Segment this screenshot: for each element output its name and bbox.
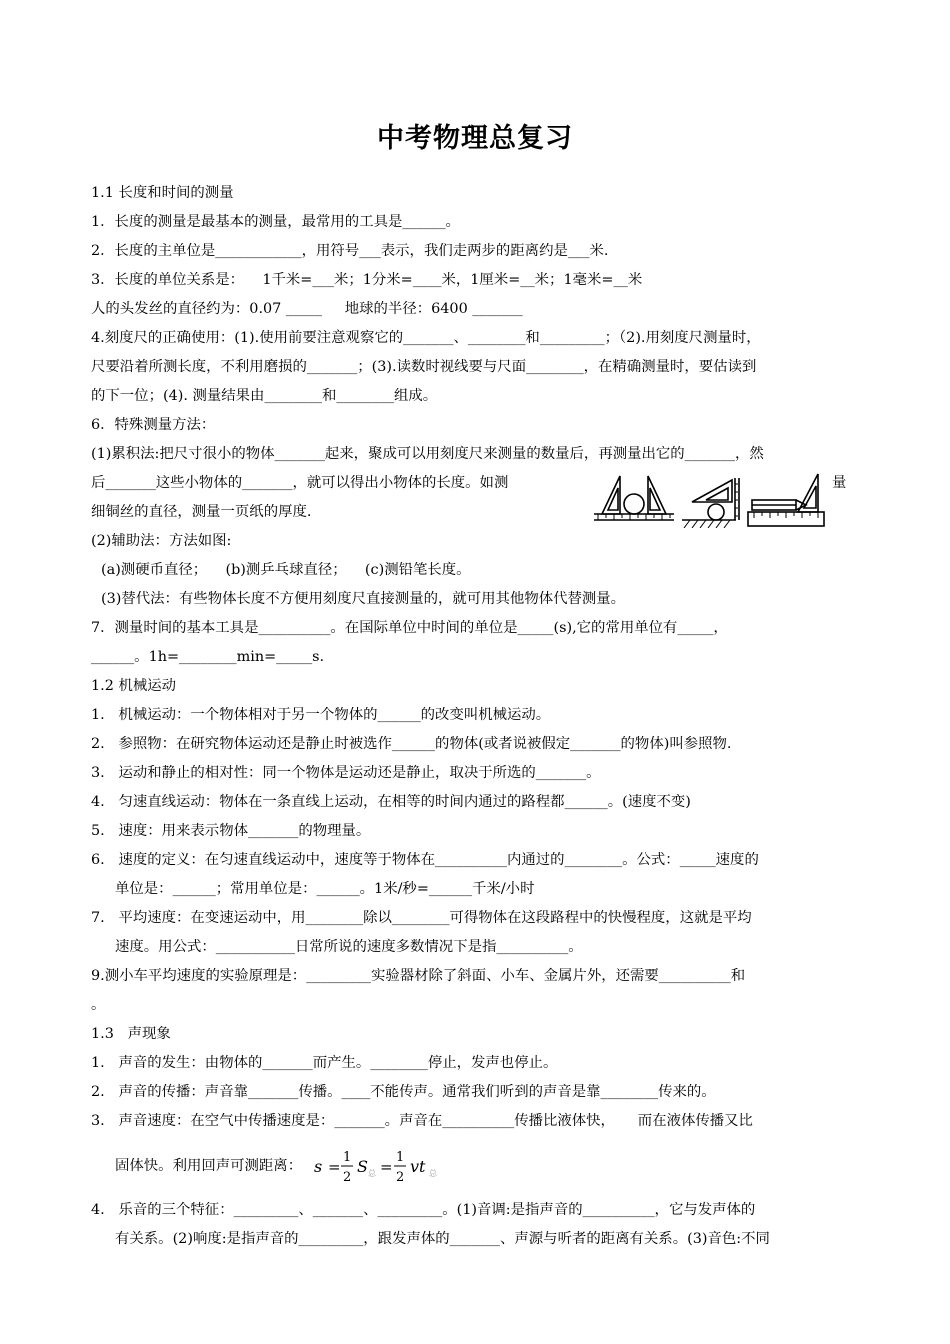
coin-ruler-diagram — [594, 476, 674, 520]
formula-sub2: 总 — [429, 1169, 437, 1178]
formula-num2: 1 — [396, 1150, 405, 1165]
formula-s: s — [314, 1157, 323, 1176]
formula-num: 1 — [343, 1150, 352, 1165]
section-heading: 1.3 声现象 — [91, 1026, 171, 1042]
text-line: 6．特殊测量方法： — [91, 417, 216, 433]
formula-den: 2 — [343, 1170, 352, 1185]
text-line: 。 — [91, 997, 106, 1013]
formula-sub: 总 — [368, 1169, 376, 1178]
section-heading: 1.1 长度和时间的测量 — [91, 185, 234, 201]
text-line: 4. 匀速直线运动：物体在一条直线上运动，在相等的时间内通过的路程都______。(速度不变) — [91, 794, 691, 810]
section-heading: 1.2 机械运动 — [91, 678, 177, 694]
echo-distance-formula — [310, 1146, 450, 1186]
text-line: 7．测量时间的基本工具是__________。在国际单位中时间的单位是_____(s),它的常用单位有_____， — [91, 620, 728, 636]
pencil-ruler-diagram — [748, 474, 824, 526]
text-line: 2. 参照物：在研究物体运动还是静止时被选作______的物体(或者说被假定_______的物体)叫参照物. — [91, 736, 732, 752]
text-line: 9.测小车平均速度的实验原理是：_________实验器材除了斜面、小车、金属片外，还需要__________和 — [91, 968, 746, 984]
text-line: 细铜丝的直径，测量一页纸的厚度. — [91, 504, 312, 520]
text-line: (1)累积法:把尺寸很小的物体_______起来，聚成可以用刻度尺来测量的数量后，再测量出它的_______，然 — [91, 446, 764, 462]
text-line: 4.刻度尺的正确使用：(1).使用前要注意观察它的_______、________和_________；（2).用刻度尺测量时， — [91, 330, 761, 346]
formula-vt: vt — [410, 1157, 426, 1176]
text-line: 后_______这些小物体的_______，就可以得出小物体的长度。如测 — [91, 475, 509, 491]
text-line: 5. 速度：用来表示物体_______的物理量。 — [91, 823, 371, 839]
measurement-figures — [594, 470, 830, 528]
text-line: 3. 运动和静止的相对性：同一个物体是运动还是静止，取决于所选的_______。 — [91, 765, 601, 781]
text-line: 1. 声音的发生：由物体的_______而产生。________停止，发声也停止。 — [91, 1055, 558, 1071]
text-line: 1. 机械运动：一个物体相对于另一个物体的______的改变叫机械运动。 — [91, 707, 551, 723]
text-line: 1．长度的测量是最基本的测量，最常用的工具是______。 — [91, 214, 460, 230]
text-line: (a)测硬币直径； (b)测乒乓球直径； (c)测铅笔长度。 — [101, 562, 471, 578]
text-line: 单位是：______；常用单位是：______。1米/秒=______千米/小时 — [115, 881, 535, 897]
text-line: ______。1h=________min=_____s. — [91, 649, 325, 665]
formula-S: S — [357, 1157, 368, 1176]
text-line: 量 — [832, 475, 847, 491]
text-line: 6. 速度的定义：在匀速直线运动中，速度等于物体在__________内通过的________。公式：_____速度的 — [91, 852, 759, 868]
svg-text:=: = — [380, 1158, 393, 1176]
svg-text:=: = — [328, 1158, 341, 1176]
text-line: 有关系。(2)响度:是指声音的_________，跟发声体的_______、声源与听者的距离有关系。(3)音色:不同 — [115, 1231, 770, 1247]
text-line: 3．长度的单位关系是： 1千米=___米；1分米=____米，1厘米=__米；1毫米=__米 — [91, 272, 643, 288]
text-line: 的下一位；(4). 测量结果由________和________组成。 — [91, 388, 438, 404]
text-line: 尺要沿着所测长度，不利用磨损的_______；(3).读数时视线要与尺面________，在精确测量时，要估读到 — [91, 359, 757, 375]
text-line: 人的头发丝的直径约为：0.07 _____ 地球的半径：6400 _______ — [91, 301, 523, 317]
text-line: 3. 声音速度：在空气中传播速度是：_______。声音在__________传播比液体快， 而在液体传播又比 — [91, 1113, 753, 1129]
text-line: (2)辅助法：方法如图: — [91, 533, 232, 549]
ball-ruler-diagram — [682, 478, 739, 528]
text-line: 4. 乐音的三个特征：_________、_______、_________。(1)音调:是指声音的__________，它与发声体的 — [91, 1202, 756, 1218]
formula-den2: 2 — [396, 1170, 405, 1185]
text-line: (3)替代法：有些物体长度不方便用刻度尺直接测量的，就可用其他物体代替测量。 — [101, 591, 626, 607]
text-line: 速度。用公式：___________日常所说的速度多数情况下是指__________。 — [115, 939, 583, 955]
page-title: 中考物理总复习 — [377, 123, 573, 154]
text-line: 7. 平均速度：在变速运动中，用________除以________可得物体在这段路程中的快慢程度，这就是平均 — [91, 910, 752, 926]
text-line: 固体快。利用回声可测距离： — [115, 1158, 303, 1174]
text-line: 2．长度的主单位是____________，用符号___表示，我们走两步的距离约是___米. — [91, 243, 609, 259]
text-line: 2. 声音的传播：声音靠_______传播。____不能传声。通常我们听到的声音是靠________传来的。 — [91, 1084, 716, 1100]
